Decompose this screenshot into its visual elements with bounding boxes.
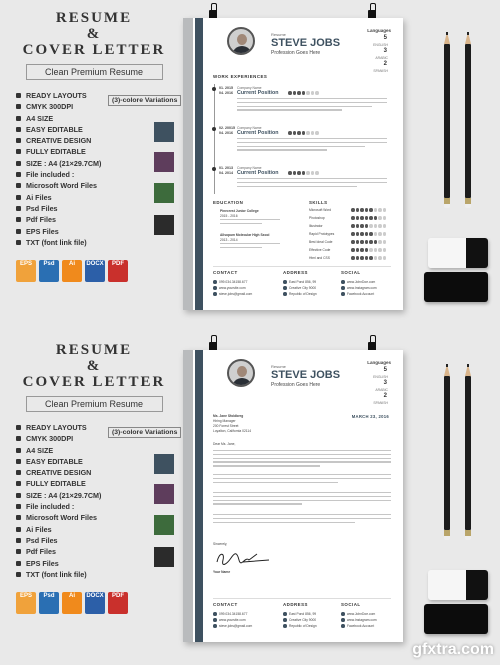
skill-name: Html and CSS — [309, 256, 330, 260]
recipient-name: Ms. Jane Sfoldberg — [213, 414, 244, 418]
signature-icon — [213, 548, 273, 568]
social-icon — [341, 286, 345, 290]
feature-item: Ai Files — [16, 192, 174, 203]
social-link: www.JohnDoe.com — [347, 612, 376, 616]
contact-phone: 099.034.34158.677 — [219, 612, 248, 616]
language-level: 5 — [383, 35, 387, 41]
pencil-icon — [444, 32, 450, 212]
feature-item: Ai Files — [16, 524, 174, 535]
candidate-name: STEVE JOBS — [271, 369, 341, 381]
timeline-dot — [212, 167, 216, 171]
timeline-line — [214, 84, 215, 194]
skill-rating — [351, 240, 386, 244]
social-icon — [341, 612, 345, 616]
address-line: Creative City 9000 — [289, 618, 317, 622]
job-company: Company Name — [237, 126, 262, 130]
web-icon — [213, 286, 217, 290]
social-title: SOCIAL — [341, 602, 361, 607]
location-icon — [283, 624, 287, 628]
phone-icon — [213, 280, 217, 284]
phone-icon — [213, 612, 217, 616]
ai-icon: Ai — [62, 260, 82, 282]
docx-icon: DOCX — [85, 260, 105, 282]
language-level: 3 — [383, 380, 387, 386]
title-ampersand: & — [86, 26, 102, 42]
education-title: EDUCATION — [213, 200, 244, 205]
social-icon — [341, 292, 345, 296]
feature-item: FULLY EDITABLE — [16, 146, 174, 157]
title-ampersand: & — [86, 358, 102, 374]
color-swatch-black — [154, 547, 174, 567]
resume-label: Resume — [271, 364, 286, 369]
feature-item: TXT (font link file) — [16, 569, 174, 580]
sidebar-accent-grey — [183, 350, 193, 642]
feature-item: CREATIVE DESIGN — [16, 467, 174, 478]
letter-greeting: Dear Ms. Jane, — [213, 442, 236, 446]
skill-name: Photoshop — [309, 216, 325, 220]
psd-icon: Psd — [39, 260, 59, 282]
feature-item: FULLY EDITABLE — [16, 478, 174, 489]
file-format-icons — [16, 260, 128, 282]
color-swatch-green — [154, 183, 174, 203]
cover-letter-preview-panel — [0, 332, 500, 665]
color-swatch-green — [154, 515, 174, 535]
resume-preview-panel — [0, 0, 500, 332]
cover-letter-page — [183, 350, 403, 642]
resume-label: Resume — [271, 32, 286, 37]
eraser-icon — [428, 570, 488, 600]
job-rating — [288, 131, 319, 135]
social-icon — [341, 280, 345, 284]
location-icon — [283, 280, 287, 284]
contact-title: CONTACT — [213, 270, 238, 275]
skill-rating — [351, 256, 386, 260]
language-level: 2 — [383, 61, 387, 67]
feature-item: TXT (font link file) — [16, 237, 174, 248]
education-years: 2015 - 2016 — [220, 214, 238, 218]
job-description — [237, 98, 387, 113]
contact-website: www.yoursite.com — [219, 618, 246, 622]
resume-page — [183, 18, 403, 310]
language-level: 3 — [383, 48, 387, 54]
skill-rating — [351, 208, 386, 212]
language-name: ARABIC — [375, 388, 388, 392]
feature-item: Pdf Files — [16, 214, 174, 225]
education-description — [220, 243, 280, 251]
work-experience-title: WORK EXPERIENCES — [213, 74, 268, 79]
title-cover-letter: COVER LETTER — [22, 374, 166, 390]
skill-rating — [351, 216, 386, 220]
language-name: ENGLISH — [373, 375, 388, 379]
skill-name: Illustrator — [309, 224, 323, 228]
pdf-icon: PDF — [108, 260, 128, 282]
color-swatch-plum — [154, 152, 174, 172]
letter-date: MARCH 23, 2016 — [351, 414, 389, 419]
feature-item: File included : — [16, 501, 174, 512]
feature-item: EPS Files — [16, 226, 174, 237]
feature-item: READY LAYOUTS — [16, 90, 174, 101]
job-description — [237, 178, 387, 189]
education-school: Pinecrest Junior College — [220, 209, 259, 213]
education-years: 2013 - 2014 — [220, 238, 238, 242]
feature-item: Microsoft Word Files — [16, 512, 174, 523]
address-title: ADDRESS — [283, 270, 308, 275]
languages-title: Languages — [367, 28, 391, 33]
eps-icon: EPS — [16, 260, 36, 282]
feature-list — [16, 90, 174, 248]
profession: Profession Goes Here — [271, 50, 321, 56]
sidebar-accent-grey — [183, 18, 193, 310]
file-format-icons — [16, 592, 128, 614]
pencil-icon — [465, 364, 471, 544]
job-company: Company Name — [237, 166, 262, 170]
social-title: SOCIAL — [341, 270, 361, 275]
contact-phone: 099.034.34158.677 — [219, 280, 248, 284]
eraser-icon — [428, 238, 488, 268]
subtitle: Clean Premium Resume — [26, 396, 163, 412]
language-level: 5 — [383, 367, 387, 373]
pdf-icon: PDF — [108, 592, 128, 614]
social-link: www.Instagram.com — [347, 286, 377, 290]
social-icon — [341, 618, 345, 622]
social-link: www.Instagram.com — [347, 618, 377, 622]
feature-item: SIZE : A4 (21×29.7CM) — [16, 158, 174, 169]
skill-name: Best Ideal Code — [309, 240, 333, 244]
language-level: 2 — [383, 393, 387, 399]
divider — [213, 266, 391, 267]
language-name: SPANISH — [373, 69, 388, 73]
avatar — [227, 27, 255, 55]
title-resume: RESUME — [55, 342, 133, 358]
job-description — [237, 138, 387, 153]
social-link: www.JohnDoe.com — [347, 280, 376, 284]
divider — [213, 598, 391, 599]
signature-name: Your Name — [213, 570, 231, 574]
feature-item: CMYK 300DPI — [16, 433, 174, 444]
avatar — [227, 359, 255, 387]
job-position: Current Position — [237, 130, 279, 136]
eraser-icon — [424, 604, 488, 634]
job-rating — [288, 171, 319, 175]
education-description — [220, 219, 280, 227]
feature-item: Pdf Files — [16, 546, 174, 557]
feature-item: CREATIVE DESIGN — [16, 135, 174, 146]
feature-item: SIZE : A4 (21×29.7CM) — [16, 490, 174, 501]
education-school: Allsopum Molecular High Sxool — [220, 233, 270, 237]
letter-paragraph — [213, 492, 391, 507]
social-link: Facebook Account — [347, 624, 375, 628]
docx-icon: DOCX — [85, 592, 105, 614]
email-icon — [213, 624, 217, 628]
address-line: East Pond 856, 99 — [289, 612, 317, 616]
address-title: ADDRESS — [283, 602, 308, 607]
address-line: Republic of Design — [289, 624, 317, 628]
eraser-icon — [424, 272, 488, 302]
job-position: Current Position — [237, 170, 279, 176]
job-rating — [288, 91, 319, 95]
color-swatch-black — [154, 215, 174, 235]
timeline-dot — [212, 87, 216, 91]
language-name: SPANISH — [373, 401, 388, 405]
contact-email: steve.jobs@gmail.com — [219, 292, 253, 296]
variations-label: (3)-colore Variations — [108, 95, 181, 106]
title-resume: RESUME — [55, 10, 133, 26]
variations-label: (3)-colore Variations — [108, 427, 181, 438]
feature-item: EASY EDITABLE — [16, 456, 174, 467]
address-line: East Pond 856, 99 — [289, 280, 317, 284]
feature-item: EASY EDITABLE — [16, 124, 174, 135]
recipient-line: Hiring Manager — [213, 419, 236, 423]
location-icon — [283, 286, 287, 290]
feature-item: A4 SIZE — [16, 445, 174, 456]
candidate-name: STEVE JOBS — [271, 37, 341, 49]
skill-rating — [351, 232, 386, 236]
watermark: gfxtra.com — [412, 641, 494, 658]
languages-title: Languages — [367, 360, 391, 365]
job-dates: 01. 2013 04. 2014 — [219, 166, 233, 175]
language-name: ARABIC — [375, 56, 388, 60]
color-swatch-slate — [154, 122, 174, 142]
letter-paragraph — [213, 474, 391, 485]
title-cover-letter: COVER LETTER — [22, 42, 166, 58]
skills-title: SKILLS — [309, 200, 328, 205]
skill-name: Rapid Prototypes — [309, 232, 335, 236]
recipient-line: Loyalton, California 02114 — [213, 429, 252, 433]
letter-paragraph — [213, 450, 391, 469]
feature-item: Psd Files — [16, 535, 174, 546]
address-line: Republic of Design — [289, 292, 317, 296]
contact-title: CONTACT — [213, 602, 238, 607]
feature-item: File included : — [16, 169, 174, 180]
ai-icon: Ai — [62, 592, 82, 614]
pencil-icon — [444, 364, 450, 544]
location-icon — [283, 612, 287, 616]
job-dates: 01. 2015 04. 2016 — [219, 86, 233, 95]
feature-item: EPS Files — [16, 558, 174, 569]
language-name: ENGLISH — [373, 43, 388, 47]
contact-email: steve.jobs@gmail.com — [219, 624, 253, 628]
social-icon — [341, 624, 345, 628]
skill-name: Effective Code — [309, 248, 331, 252]
feature-item: READY LAYOUTS — [16, 422, 174, 433]
letter-closing: Sincerely, — [213, 542, 228, 546]
feature-item: A4 SIZE — [16, 113, 174, 124]
eps-icon: EPS — [16, 592, 36, 614]
skill-rating — [351, 224, 386, 228]
job-position: Current Position — [237, 90, 279, 96]
skill-rating — [351, 248, 386, 252]
web-icon — [213, 618, 217, 622]
address-line: Creative City 9000 — [289, 286, 317, 290]
color-swatch-plum — [154, 484, 174, 504]
psd-icon: Psd — [39, 592, 59, 614]
color-swatch-slate — [154, 454, 174, 474]
job-company: Company Name — [237, 86, 262, 90]
pencil-icon — [465, 32, 471, 212]
recipient-line: 200 Forest Street — [213, 424, 239, 428]
subtitle: Clean Premium Resume — [26, 64, 163, 80]
letter-paragraph — [213, 514, 391, 525]
product-info — [14, 10, 178, 248]
location-icon — [283, 292, 287, 296]
social-link: Facebook Account — [347, 292, 375, 296]
product-info — [14, 342, 178, 580]
feature-list — [16, 422, 174, 580]
profession: Profession Goes Here — [271, 382, 321, 388]
feature-item: Psd Files — [16, 203, 174, 214]
timeline-dot — [212, 127, 216, 131]
contact-website: www.yoursite.com — [219, 286, 246, 290]
job-dates: 02. 20015 04. 2016 — [219, 126, 235, 135]
feature-item: Microsoft Word Files — [16, 180, 174, 191]
sidebar-accent-dark — [195, 350, 203, 642]
skill-name: Microsoft Word — [309, 208, 332, 212]
location-icon — [283, 618, 287, 622]
feature-item: CMYK 300DPI — [16, 101, 174, 112]
email-icon — [213, 292, 217, 296]
sidebar-accent-dark — [195, 18, 203, 310]
